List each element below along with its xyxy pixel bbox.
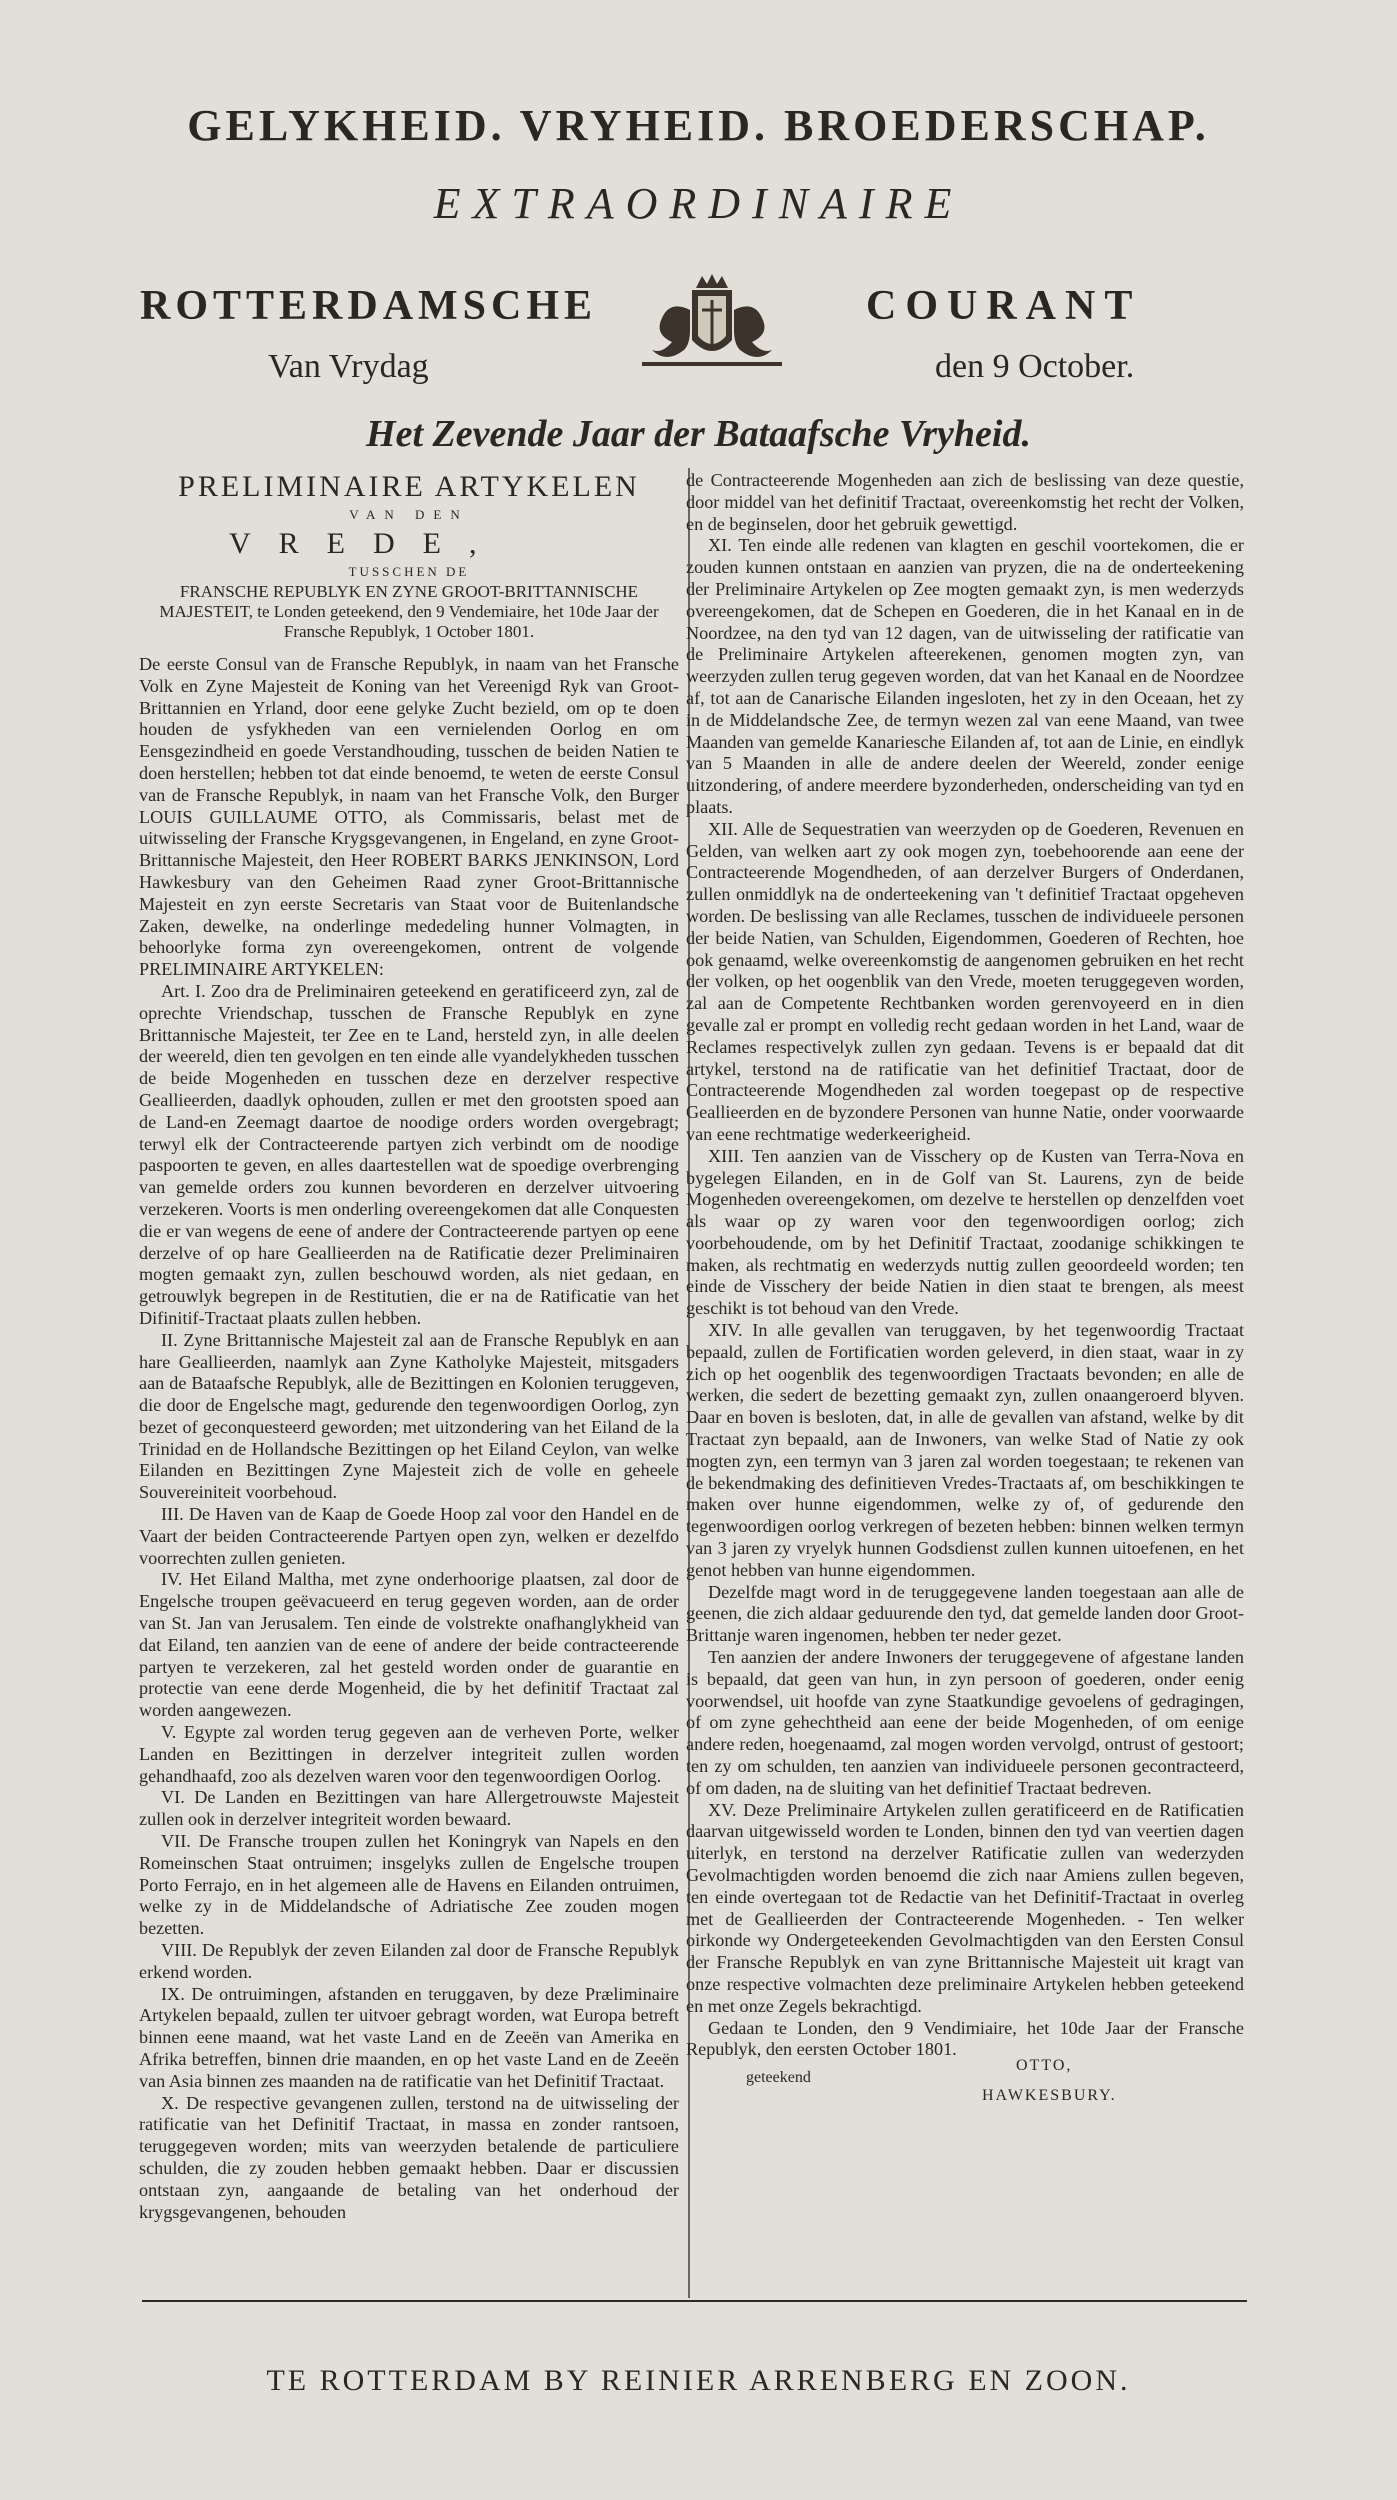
article-4: IV. Het Eiland Maltha, met zyne onderhoorige plaatsen, zal door de Engelsche troupen geëvacueerd en terug gegeven worden, aan de order van St. Jan van Jerusalem. Ten einde de volstrekte onafhanglykheid van dat Eiland, ten aanzien van de eene of andere der beide contracteerende partyen te verzekeren, zal het gesteld worden onder de guarantie en protectie van eene derde Mogenheid, die by het definitif Tractaat zal worden aangewezen. — [139, 1569, 679, 1721]
paper-name-left: ROTTERDAMSCHE — [140, 283, 598, 329]
vrede-label: VREDE, — [229, 527, 505, 560]
article-13: XIII. Ten aanzien van de Visschery op de Kusten van Terra-Nova en bygelegen Eilanden, en in de Golf van St. Laurens, zyn de beide Mogenheden overeengekomen, om dezelve te herstellen op denzelfden voet als waar op zy waren voor den tegenwoordigen oorlog; zich voorbehoudende, om by het Definitif Tractaat, zoodanige schikkingen te maken, als rechtmatig en wederzyds nuttig zullen geoordeeld worden; ten einde de Visschery der beide Natien in dien staat te brengen, als meest geschikt is tot behoud van den Vrede. — [686, 1145, 1244, 1319]
dated-clause: Gedaan te Londen, den 9 Vendimiaire, het 10de Jaar der Fransche Republyk, den eersten October 1801. — [686, 2017, 1244, 2060]
signature-row-2 — [686, 2085, 1244, 2109]
article-8: VIII. De Republyk der zeven Eilanden zal door de Fransche Republyk erkend worden. — [139, 1940, 679, 1982]
article-1: Art. I. Zoo dra de Preliminairen geteekend en geratificeerd zyn, zal de oprechte Vriendschap, tusschen de Fransche Republyk en zyne Brittannische Majesteit, ter Zee en te Land, hersteld zyn, in alle deelen der weereld, dien ten gevolgen en ten einde alle vyandelykheden tusschen de beide Mogenheden en tusschen deze en derzelver respective Geallieerden, daadlyk ophouden, zullen er met den grootsten spoed aan de Land-en Zeemagt daartoe de noodige orders worden overgebragt; terwyl elk der Contracteerende partyen zich verbindt om de noodige paspoorten te geven, en alles daartestellen wat de spoedige overbrenging van gemelde orders zou kunnen bevorderen en derzelver uitvoering verzekeren. Voorts is men onderling overeengekomen dat alle Conquesten die er van wegens de eene of andere der Contracteerende partyen op eene derzelve of op hare Geallieerden na de Ratificatie dezer Preliminairen mogten gemaakt zyn, zullen beschouwd worden, als niet gedaan, en getrouwlyk begrepen in de Restitutien, die er na de Ratificatie van het Difinitif-Tractaat plaats zullen hebben. — [139, 980, 679, 1328]
article-10: X. De respective gevangenen zullen, terstond na de uitwisseling der ratificatie van het Definitif Tractaat, in massa en zonder rantsoen, teruggegeven worden; mits van weerzyden betalende de particuliere schulden, die zy zouden hebben gemaakt hebben. Daar er discussien ontstaan zyn, aangaande de betaling van het onderhoud der krygsgevangenen, behouden — [139, 2092, 679, 2222]
article-15: XV. Deze Preliminaire Artykelen zullen geratificeerd en de Ratificatien daarvan uitgewisseld worden te Londen, binnen den tyd van veertien dagen uiterlyk, en terstond na derzelver Ratificatie zullen van wederzyden Gevolmachtigden worden benoemd die zich naar Amiens zullen begeven, ten einde overtegaan tot de Redactie van het Definitif-Tractaat in overleg met de Geallieerden der Contracteerende Mogenheden. - Ten welker oirkonde wy Ondergeteekenden Gevolmachtigden van den Eersten Consul der Fransche Republyk en van zyne Brittannische Majesteit uit kragt van onze respective volmachten deze preliminaire Artykelen hebben geteekend en met onze Zegels bekrachtigd. — [686, 1799, 1244, 2016]
coat-of-arms-icon — [632, 270, 792, 370]
article-2: II. Zyne Brittannische Majesteit zal aan de Fransche Republyk en aan hare Geallieerden, naamlyk aan Zyne Katholyke Majesteit, mitsgaders aan de Bataafsche Republyk, alle de Bezittingen en Kolonien teruggeven, die door de Engelsche magt, gedurende den tegenwoordigen Oorlog, zyn bezet of geconquesteerd geworden; met uitzondering van het Eiland de la Trinidad en de Hollandsche Bezittingen op het Eiland Ceylon, van welke Eilanden en Bezittingen Zyne Majesteit zich de volle en geheele Souvereiniteit voorbehoud. — [139, 1329, 679, 1503]
intro-paragraph: De eerste Consul van de Fransche Republyk, in naam van het Fransche Volk en Zyne Majesteit de Koning van het Vereenigd Ryk van Groot-Brittannien en Yrland, door eene gelyke Zucht bezield, om op te doen houden de ysfykheden van een vernielenden Oorlog en om Eensgezindheid en goede Verstandhouding, tusschen de beiden Natien te doen herstellen; hebben tot dat einde benoemd, te weten de eerste Consul van de Fransche Republyk, in naam van het Fransche Volk, den Burger LOUIS GUILLAUME OTTO, als Commissaris, belast met de uitwisseling der Fransche Krygsgevangenen, in Engeland, en zyne Groot-Brittannische Majesteit, den Heer ROBERT BARKS JENKINSON, Lord Hawkesbury van den Geheimen Raad zyner Groot-Brittannische Majesteit en zyn eerste Secretaris van Staat voor de Buitenlandsche Zaken, dewelke, na onderlinge mededeling hunner Volmagten, in behoorlyke forma zyn overeengekomen, ontrent de volgende PRELIMINAIRE ARTYKELEN: — [139, 654, 679, 980]
left-column — [139, 470, 679, 2223]
article-12: XII. Alle de Sequestratien van weerzyden op de Goederen, Revenuen en Gelden, van welken aart zy ook mogen zyn, toebehoorende aan eene der Contracteerende Mogendheden, of aan derzelver Burgers of Onderdanen, zullen onmiddlyk na de onderteekening van 't definitief Tractaat opgeheven worden. De beslissing van alle Reclames, tusschen de individueele personen der beide Natien, van Schulden, Eigendommen, Goederen of Rechten, hoe ook genaamd, welke overeenkomstig de aangenomen gebruiken en het recht der volken, op het oogenblik van den Vrede, moeten teruggegeven worden, zal aan de Competente Rechtbanken worden gerenvoyeerd en in dien gevalle zal er prompt en volledig recht gedaan worden in het Land, waar de Reclames respectivelyk zullen zyn gedaan. Tevens is er bepaald dat dit artykel, terstond na de ratificatie van het definitief Tractaat, door de Contracteerende Mogendheden zal worden toegepast op de respective Geallieerden en de byzondere Personen van hunne Natie, onder voorwaarde van eene rechtmatige wederkeerigheid. — [686, 818, 1244, 1144]
article-9: IX. De ontruimingen, afstanden en teruggaven, by deze Præliminaire Artykelen bepaald, zullen ter uitvoer gebragt worden, wat Europa betreft binnen eene maand, wat het vaste Land en de Zeeën van Amerika en Afrika betreffen, binnen drie maanden, en op het vaste Land en de Zeeën van Asia binnen zes maanden na de ratificatie van het Definitif Tractaat. — [139, 1983, 679, 2091]
footer-rule — [142, 2300, 1247, 2302]
van-den-label: VAN DEN — [349, 507, 469, 522]
paper-name-right: COURANT — [866, 283, 1142, 329]
issue-day: Van Vrydag — [268, 348, 429, 385]
article-3: III. De Haven van de Kaap de Goede Hoop zal voor den Handel en de Vaart der beiden Contracteerende Partyen open zyn, welken er dezelfdo voorrechten zullen genieten. — [139, 1504, 679, 1568]
article-11: XI. Ten einde alle redenen van klagten en geschil voortekomen, die er zouden kunnen ontstaan en aanzien van pryzen, die na de onderteekening der Preliminaire Artykelen op Zee mogten gemaakt zyn, is men wederzyds overeengekomen, dat de Schepen en Goederen, die in het Kanaal en in de Noordzee, na den tyd van 12 dagen, van de uitwisseling der ratificatie van de Preliminaire Artykelen afteerekenen, genomen mogten zyn, van weerzyden zullen terug gegeven worden, dat van het Kanaal en de Noordzee af, tot aan de Canarische Eilanden ingesloten, het zy in den Oceaan, het zy in de Middelandsche Zee, de termyn wezen zal van eene Maand, van twee Maanden van gemelde Kanariesche Eilanden af, tot aan de Linie, en eindlyk van 5 Maanden in alle de andere deelen der Weereld, zonder eenige uitzondering, of andere meerdere byzonderheden, onderscheiding van tyd en plaats. — [686, 535, 1244, 817]
article-7: VII. De Fransche troupen zullen het Koningryk van Napels en den Romeinschen Staat ontruimen; insgelyks zullen de Engelsche troupen Porto Ferrajo, en in het algemeen alle de Havens en Eilanden ontruimen, welke zy in de Middelandsche of Adriatische Zee zouden mogen bezetten. — [139, 1831, 679, 1939]
extraordinaire-heading: EXTRAORDINAIRE — [433, 179, 964, 228]
motto-heading: GELYKHEID. VRYHEID. BROEDERSCHAP. — [187, 101, 1210, 150]
signature-otto: OTTO, — [1016, 2057, 1073, 2075]
bataafs-subtitle: Het Zevende Jaar der Bataafsche Vryheid. — [366, 413, 1031, 455]
printer-imprint: TE ROTTERDAM BY REINIER ARRENBERG EN ZOON. — [266, 2364, 1131, 2397]
article-5: V. Egypte zal worden terug gegeven aan de verheven Porte, welker Landen en Bezittingen in derzelver integriteit zullen worden gehandhaafd, zoo als dezelven waren voor den tegenwoordigen Oorlog. — [139, 1722, 679, 1786]
articles-title: PRELIMINAIRE ARTYKELEN — [178, 470, 640, 503]
article-10-continued: de Contracteerende Mogenheden aan zich de beslissing van deze questie, door middel van het definitif Tractaat, overeenkomstig het recht der Volken, en de beginselen, door het gebruik gewettigd. — [686, 470, 1244, 534]
signed-label: geteekend — [746, 2069, 811, 2087]
issue-date: den 9 October. — [935, 348, 1135, 385]
article-6: VI. De Landen en Bezittingen van hare Allergetrouwste Majesteit zullen ook in derzelver integriteit worden bewaard. — [139, 1787, 679, 1830]
article-14-para-2: Dezelfde magt word in de teruggegevene landen toegestaan aan alle de geenen, die zich aldaar geduurende den tyd, dat gemelde landen door Groot-Brittanje waren ingenomen, hebben ter neder gezet. — [686, 1581, 1244, 1646]
article-14: XIV. In alle gevallen van teruggaven, by het tegenwoordig Tractaat bepaald, zullen de Fortificatien worden geleverd, in dien staat, waar in zy zich op het oogenblik des tegenwoordigen Tractaats bevonden; en alle de werken, die sedert de bezetting gemaakt zyn, zullen onaangeroerd blyven. Daar en boven is besloten, dat, in alle de gevallen van afstand, welke by dit Tractaat zyn bepaald, aan de Inwoners, van welke Stad of Natie zy ook mogten zyn, een termyn van 3 jaren zal worden toegestaan; te rekenen van de bekendmaking des definitieven Vredes-Tractaats af, om beschikkingen te maken over hunne eigendommen, welke zy of, of gedurende den tegenwoordigen oorlog verkregen of bezeten hebben: binnen welken termyn van 3 jaren zy vryelyk hunnen Godsdienst zullen kunnen uitoefenen, en het genot hebben van hunne eigendommen. — [686, 1320, 1244, 1580]
treaty-parties: FRANSCHE REPUBLYK EN ZYNE GROOT-BRITTANNISCHE MAJESTEIT, te Londen geteekend, den 9 Vendemiaire, het 10de Jaar der Fransche Republyk, 1 October 1801. — [159, 582, 659, 641]
signature-row — [686, 2057, 1244, 2087]
right-column — [686, 470, 1244, 2109]
article-14-para-3: Ten aanzien der andere Inwoners der teruggegevene of afgestane landen is bepaald, dat geen van hun, in zyn persoon of goederen, onder eenig voorwendsel, uit hoofde van zyne Staatkundige gevoelens of gedragingen, of om zyne gehechtheid aan eene der beide Mogenheden, of om eenige andere reden, hoegenaamd, zal mogen worden vervolgd, ontrust of gestoort; ten zy om schulden, ten aanzien van individueele personen gecontracteerd, of om daden, na de sluiting van het definitief Tractaat bedreven. — [686, 1647, 1244, 1798]
tusschen-label: TUSSCHEN DE — [348, 564, 470, 579]
signature-hawkesbury: HAWKESBURY. — [982, 2087, 1117, 2105]
